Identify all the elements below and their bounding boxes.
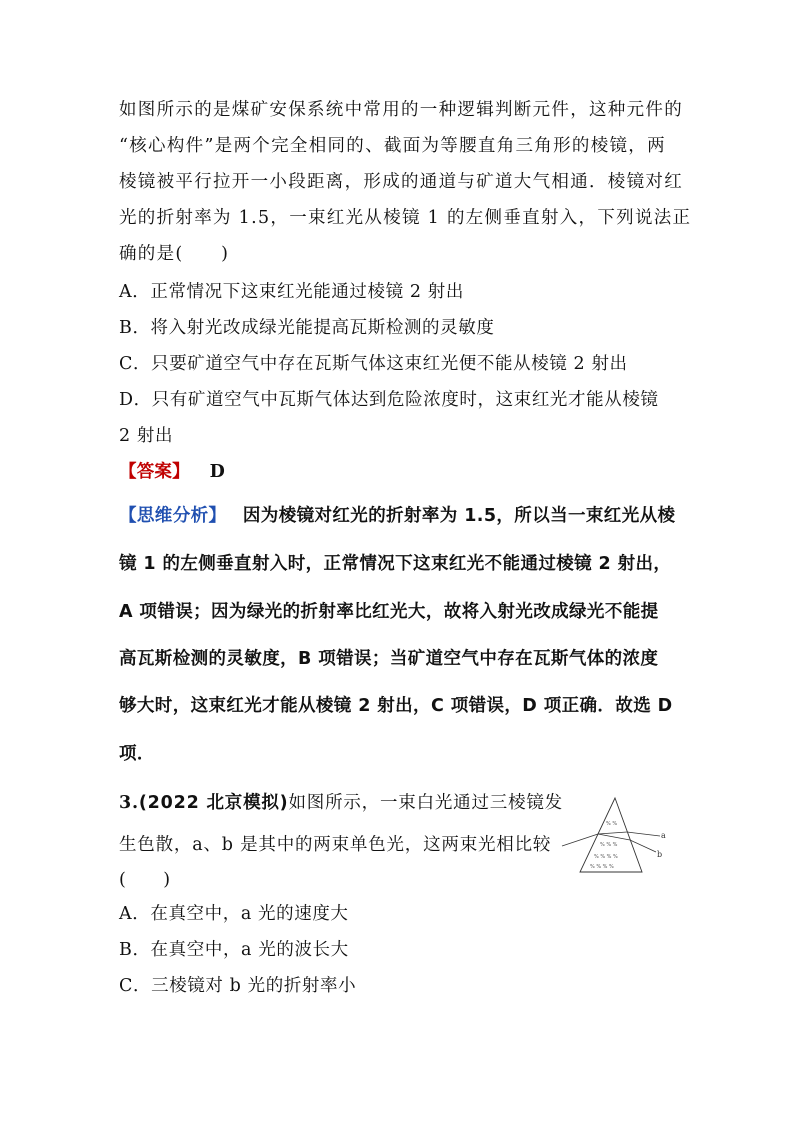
q2-option-d: D．只有矿道空气中瓦斯气体达到危险浓度时，这束红光才能从棱镜 — [119, 390, 659, 410]
q3-number: 3. — [119, 793, 139, 813]
svg-text:% %: % % — [606, 821, 618, 827]
internal-ray-lower — [598, 834, 630, 840]
q2-option-b: B．将入射光改成绿光能提高瓦斯检测的灵敏度 — [119, 318, 495, 338]
q3-stem-line-2: 生色散，a、b 是其中的两束单色光，这两束光相比较 — [119, 835, 552, 855]
analysis-text-1: 因为棱镜对红光的折射率为 1.5，所以当一束红光从棱 — [242, 506, 676, 526]
q2-stem-line-3: 棱镜被平行拉开一小段距离，形成的通道与矿道大气相通．棱镜对红 — [119, 172, 683, 192]
q2-option-c: C．只要矿道空气中存在瓦斯气体这束红光便不能从棱镜 2 射出 — [119, 354, 628, 374]
q3-option-a: A．在真空中，a 光的速度大 — [119, 904, 349, 924]
analysis-tag: 【思维分析】 — [119, 506, 227, 526]
q2-stem-line-4: 光的折射率为 1.5，一束红光从棱镜 1 的左侧垂直射入，下列说法正 — [119, 208, 692, 228]
ray-b-label: b — [657, 850, 663, 859]
q2-option-a: A．正常情况下这束红光能通过棱镜 2 射出 — [119, 282, 464, 302]
q3-stem-line-3: ( ) — [119, 870, 171, 890]
q3-option-c: C．三棱镜对 b 光的折射率小 — [119, 976, 357, 996]
q3-stem-line-1 — [119, 791, 563, 815]
q2-analysis-line-1 — [119, 504, 675, 528]
answer-value: D — [209, 462, 225, 482]
answer-tag: 【答案】 — [119, 462, 190, 482]
ray-a-line — [627, 832, 660, 836]
prism-dispersion-figure — [560, 790, 680, 880]
q2-stem-line-1: 如图所示的是煤矿安保系统中常用的一种逻辑判断元件，这种元件的 — [119, 100, 683, 120]
q2-stem-line-5: 确的是( ) — [119, 244, 230, 264]
prism-hatching — [590, 821, 618, 870]
prism-outline — [580, 798, 642, 872]
q2-answer-row — [119, 460, 225, 484]
q2-analysis-line-6: 项． — [119, 744, 155, 764]
q3-option-b: B．在真空中，a 光的波长大 — [119, 940, 349, 960]
q2-option-d-cont: 2 射出 — [119, 426, 174, 446]
q2-analysis-line-5: 够大时，这束红光才能从棱镜 2 射出，C 项错误，D 项正确．故选 D — [119, 696, 673, 716]
svg-text:% % %: % % % — [600, 842, 618, 848]
q2-stem-line-2: “核心构件”是两个完全相同的、截面为等腰直角三角形的棱镜，两 — [119, 136, 666, 156]
svg-text:% % % %: % % % % — [590, 864, 614, 870]
q2-analysis-line-3: A 项错误；因为绿光的折射率比红光大，故将入射光改成绿光不能提 — [119, 602, 659, 622]
internal-ray-upper — [598, 832, 627, 834]
q3-stem-text-1: 如图所示，一束白光通过三棱镜发 — [288, 793, 563, 813]
ray-a-label: a — [661, 831, 666, 840]
q2-analysis-line-2: 镜 1 的左侧垂直射入时，正常情况下这束红光不能通过棱镜 2 射出， — [119, 554, 672, 574]
q3-source: (2022 北京模拟) — [138, 793, 289, 813]
incident-ray — [562, 834, 598, 846]
svg-text:% % % %: % % % % — [594, 854, 618, 860]
q2-analysis-line-4: 高瓦斯检测的灵敏度，B 项错误；当矿道空气中存在瓦斯气体的浓度 — [119, 649, 659, 669]
